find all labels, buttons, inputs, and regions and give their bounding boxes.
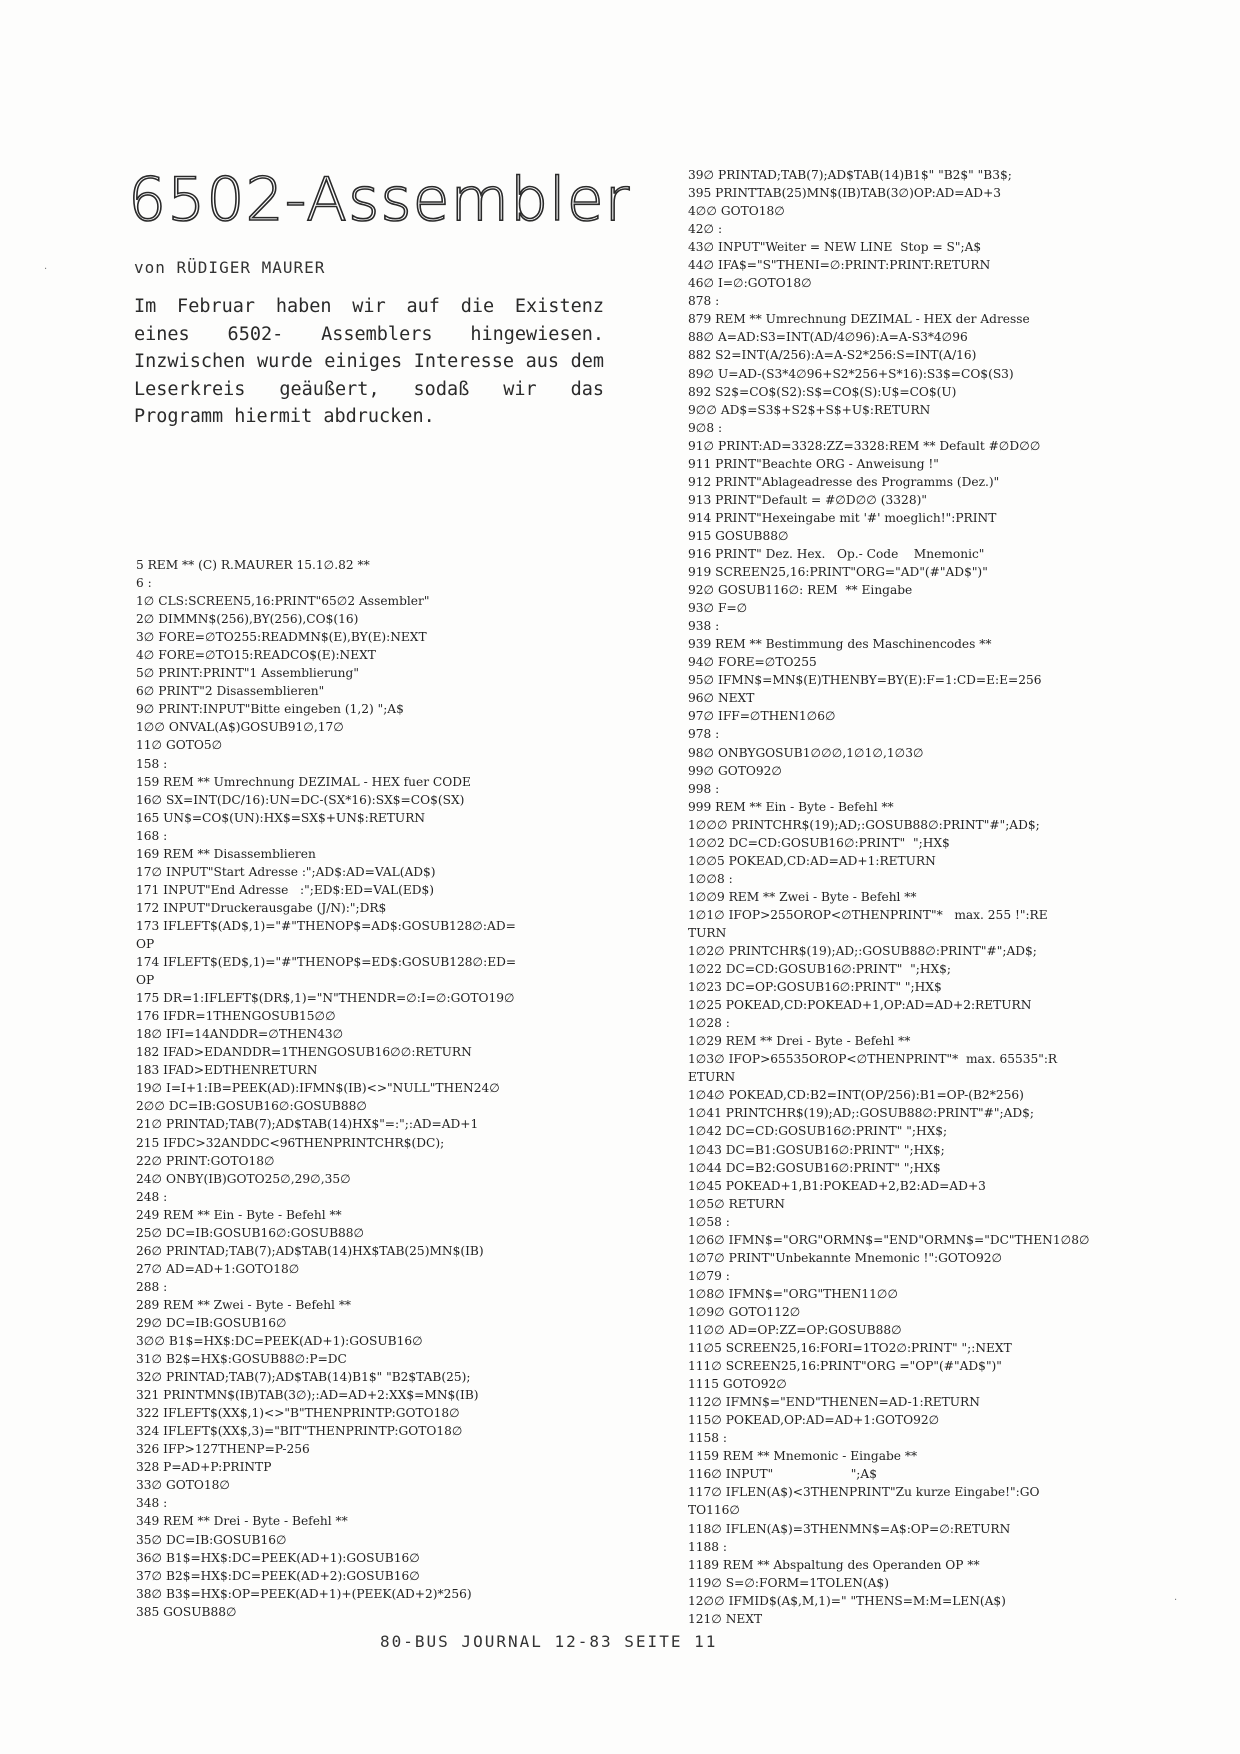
code-line: 1∅ CLS:SCREEN5,16:PRINT"65∅2 Assembler" bbox=[136, 594, 430, 609]
code-line: 99∅ GOTO92∅ bbox=[688, 763, 782, 778]
code-line: 6 : bbox=[136, 576, 152, 591]
code-line: 326 IFP>127THENP=P-256 bbox=[136, 1442, 310, 1457]
code-line: 1∅8∅ IFMN$="ORG"THEN11∅∅ bbox=[688, 1286, 899, 1301]
code-line: 9∅ PRINT:INPUT"Bitte eingeben (1,2) ";A$ bbox=[136, 702, 404, 717]
code-line: 171 INPUT"End Adresse :";ED$:ED=VAL(ED$) bbox=[136, 882, 435, 897]
code-line: 1159 REM ** Mnemonic - Eingabe ** bbox=[688, 1449, 918, 1464]
code-line: 5 REM ** (C) R.MAURER 15.1∅.82 ** bbox=[136, 558, 370, 572]
code-line: 215 IFDC>32ANDDC<96THENPRINTCHR$(DC); bbox=[136, 1135, 445, 1150]
code-line: 32∅ PRINTAD;TAB(7);AD$TAB(14)B1$" "B2$TAB(25); bbox=[136, 1370, 471, 1385]
code-line: 118∅ IFLEN(A$)=3THENMN$=A$:OP=∅:RETURN bbox=[688, 1521, 1011, 1536]
code-line: 11∅∅ AD=OP:ZZ=OP:GOSUB88∅ bbox=[688, 1323, 902, 1337]
code-line: 348 : bbox=[136, 1496, 168, 1511]
code-line: 1∅∅5 POKEAD,CD:AD=AD+1:RETURN bbox=[688, 853, 936, 868]
code-line: 36∅ B1$=HX$:DC=PEEK(AD+1):GOSUB16∅ bbox=[136, 1550, 420, 1565]
code-line: 1∅1∅ IFOP>255OROP<∅THENPRINT"* max. 255 !":RE bbox=[688, 907, 1048, 922]
code-line: 322 IFLEFT$(XX$,1)<>"B"THENPRINTP:GOTO18∅ bbox=[136, 1406, 460, 1421]
code-line: 89∅ U=AD-(S3*4∅96+S2*256+S*16):S3$=CO$(S3) bbox=[688, 366, 1014, 381]
code-line: 3∅∅ B1$=HX$:DC=PEEK(AD+1):GOSUB16∅ bbox=[136, 1334, 423, 1349]
code-line: 12∅∅ IFMID$(A$,M,1)=" "THENS=M:M=LEN(A$) bbox=[688, 1593, 1006, 1608]
code-line: 116∅ INPUT" ";A$ bbox=[688, 1467, 877, 1482]
code-line: 43∅ INPUT"Weiter = NEW LINE Stop = S";A$ bbox=[688, 240, 982, 255]
code-listing-left bbox=[136, 556, 516, 1621]
code-line: 998 : bbox=[688, 781, 720, 796]
code-line: ETURN bbox=[688, 1070, 736, 1085]
code-line: 1∅25 POKEAD,CD:POKEAD+1,OP:AD=AD+2:RETURN bbox=[688, 998, 1032, 1013]
code-line: 978 : bbox=[688, 727, 720, 742]
code-line: 1∅28 : bbox=[688, 1016, 730, 1031]
code-line: 96∅ NEXT bbox=[688, 691, 755, 706]
code-line: 27∅ AD=AD+1:GOTO18∅ bbox=[136, 1261, 300, 1276]
code-line: 9∅8 : bbox=[688, 420, 723, 435]
code-line: 1∅∅9 REM ** Zwei - Byte - Befehl ** bbox=[688, 889, 917, 904]
code-line: 1∅∅2 DC=CD:GOSUB16∅:PRINT" ";HX$ bbox=[688, 835, 950, 850]
code-line: 38∅ B3$=HX$:OP=PEEK(AD+1)+(PEEK(AD+2)*256) bbox=[136, 1586, 472, 1601]
code-line: 892 S2$=CO$(S2):S$=CO$(S):U$=CO$(U) bbox=[688, 384, 957, 399]
code-line: 4∅∅ GOTO18∅ bbox=[688, 204, 785, 219]
code-line: 395 PRINTTAB(25)MN$(IB)TAB(3∅)OP:AD=AD+3 bbox=[688, 186, 1002, 201]
code-line: 39∅ PRINTAD;TAB(7);AD$TAB(14)B1$" "B2$" "B3$; bbox=[688, 168, 1012, 182]
code-line: 1∅∅ ONVAL(A$)GOSUB91∅,17∅ bbox=[136, 720, 344, 735]
code-line: 1∅29 REM ** Drei - Byte - Befehl ** bbox=[688, 1034, 911, 1049]
code-line: 916 PRINT" Dez. Hex. Op.- Code Mnemonic" bbox=[688, 546, 985, 561]
code-line: 882 S2=INT(A/256):A=A-S2*256:S=INT(A/16) bbox=[688, 348, 977, 363]
code-line: 324 IFLEFT$(XX$,3)="BIT"THENPRINTP:GOTO18∅ bbox=[136, 1424, 463, 1439]
code-line: 168 : bbox=[136, 828, 168, 843]
code-line: 911 PRINT"Beachte ORG - Anweisung !" bbox=[688, 456, 939, 471]
code-line: 24∅ ONBY(IB)GOTO25∅,29∅,35∅ bbox=[136, 1171, 351, 1186]
code-line: 289 REM ** Zwei - Byte - Befehl ** bbox=[136, 1297, 352, 1312]
code-line: 18∅ IFI=14ANDDR=∅THEN43∅ bbox=[136, 1027, 344, 1042]
code-line: 938 : bbox=[688, 619, 720, 634]
code-line: 176 IFDR=1THENGOSUB15∅∅ bbox=[136, 1009, 336, 1024]
code-line: 1115 GOTO92∅ bbox=[688, 1377, 787, 1392]
code-line: 97∅ IFF=∅THEN1∅6∅ bbox=[688, 709, 836, 724]
code-line: 6∅ PRINT"2 Disassemblieren" bbox=[136, 684, 325, 699]
code-line: 98∅ ONBYGOSUB1∅∅∅,1∅1∅,1∅3∅ bbox=[688, 745, 924, 760]
code-line: 914 PRINT"Hexeingabe mit '#' moeglich!":PRINT bbox=[688, 510, 997, 525]
scan-speck: · bbox=[1174, 1595, 1178, 1606]
code-line: 1∅6∅ IFMN$="ORG"ORMN$="END"ORMN$="DC"THEN1∅8∅ bbox=[688, 1232, 1090, 1247]
code-line: 19∅ I=I+1:IB=PEEK(AD):IFMN$(IB)<>"NULL"THEN24∅ bbox=[136, 1081, 500, 1096]
code-line: 915 GOSUB88∅ bbox=[688, 528, 789, 543]
code-line: 121∅ NEXT bbox=[688, 1611, 763, 1626]
code-line: 1∅58 : bbox=[688, 1214, 730, 1229]
scan-speck: · bbox=[44, 264, 48, 275]
code-line: 31∅ B2$=HX$:GOSUB88∅:P=DC bbox=[136, 1352, 347, 1367]
code-line: 1∅23 DC=OP:GOSUB16∅:PRINT" ";HX$ bbox=[688, 980, 942, 995]
code-line: 4∅ FORE=∅TO15:READCO$(E):NEXT bbox=[136, 648, 376, 663]
code-line: 328 P=AD+P:PRINTP bbox=[136, 1460, 272, 1475]
code-line: 1∅7∅ PRINT"Unbekannte Mnemonic !":GOTO92∅ bbox=[688, 1250, 1003, 1265]
code-line: TO116∅ bbox=[688, 1503, 740, 1518]
code-line: 321 PRINTMN$(IB)TAB(3∅);:AD=AD+2:XX$=MN$(IB) bbox=[136, 1388, 479, 1403]
code-line: 11∅5 SCREEN25,16:FORI=1TO2∅:PRINT" ";:NEXT bbox=[688, 1341, 1012, 1356]
code-line: 1∅79 : bbox=[688, 1268, 730, 1283]
code-line: 939 REM ** Bestimmung des Maschinencodes ** bbox=[688, 637, 992, 652]
code-line: 175 DR=1:IFLEFT$(DR$,1)="N"THENDR=∅:I=∅:GOTO19∅ bbox=[136, 991, 515, 1006]
code-line: 2∅ DIMMN$(256),BY(256),CO$(16) bbox=[136, 612, 359, 627]
code-line: TURN bbox=[688, 925, 727, 940]
code-line: 3∅ FORE=∅TO255:READMN$(E),BY(E):NEXT bbox=[136, 630, 427, 645]
code-line: 1∅41 PRINTCHR$(19);AD;:GOSUB88∅:PRINT"#";AD$; bbox=[688, 1106, 1035, 1121]
code-line: 93∅ F=∅ bbox=[688, 601, 748, 616]
code-line: 158 : bbox=[136, 756, 168, 771]
code-line: 9∅∅ AD$=S3$+S2$+S$+U$:RETURN bbox=[688, 402, 931, 417]
code-line: 288 : bbox=[136, 1279, 168, 1294]
code-line: 912 PRINT"Ablageadresse des Programms (Dez.)" bbox=[688, 474, 1000, 489]
code-line: 22∅ PRINT:GOTO18∅ bbox=[136, 1153, 275, 1168]
article-byline: von RÜDIGER MAURER bbox=[134, 258, 326, 277]
code-line: 88∅ A=AD:S3=INT(AD/4∅96):A=A-S3*4∅96 bbox=[688, 330, 968, 345]
code-line: 1∅45 POKEAD+1,B1:POKEAD+2,B2:AD=AD+3 bbox=[688, 1178, 986, 1193]
code-line: 913 PRINT"Default = #∅D∅∅ (3328)" bbox=[688, 492, 927, 507]
code-line: 29∅ DC=IB:GOSUB16∅ bbox=[136, 1315, 287, 1330]
code-line: 248 : bbox=[136, 1189, 168, 1204]
code-line: 91∅ PRINT:AD=3328:ZZ=3328:REM ** Default #∅D∅∅ bbox=[688, 438, 1041, 453]
code-line: 879 REM ** Umrechnung DEZIMAL - HEX der Adresse bbox=[688, 312, 1030, 327]
code-line: 1188 : bbox=[688, 1539, 727, 1554]
code-line: 92∅ GOSUB116∅: REM ** Eingabe bbox=[688, 583, 913, 598]
code-line: 385 GOSUB88∅ bbox=[136, 1604, 237, 1619]
code-line: 44∅ IFA$="S"THENI=∅:PRINT:PRINT:RETURN bbox=[688, 258, 991, 273]
code-line: 95∅ IFMN$=MN$(E)THENBY=BY(E):F=1:CD=E:E=256 bbox=[688, 673, 1042, 688]
code-line: 25∅ DC=IB:GOSUB16∅:GOSUB88∅ bbox=[136, 1225, 365, 1240]
code-line: 94∅ FORE=∅TO255 bbox=[688, 655, 817, 670]
code-line: 37∅ B2$=HX$:DC=PEEK(AD+2):GOSUB16∅ bbox=[136, 1568, 420, 1583]
code-line: 878 : bbox=[688, 294, 720, 309]
code-line: 112∅ IFMN$="END"THENEN=AD-1:RETURN bbox=[688, 1395, 980, 1410]
article-intro: Im Februar haben wir auf die Existenz eines 6502- Assemblers hingewiesen. Inzwischen wurde einiges Interesse aus dem Leserkreis geäußert, sodaß wir das Programm hiermit abdrucken. bbox=[134, 296, 604, 427]
code-line: 1∅4∅ POKEAD,CD:B2=INT(OP/256):B1=OP-(B2*256) bbox=[688, 1088, 1024, 1103]
code-line: 5∅ PRINT:PRINT"1 Assemblierung" bbox=[136, 666, 359, 681]
code-line: 11∅ GOTO5∅ bbox=[136, 738, 223, 753]
code-line: 111∅ SCREEN25,16:PRINT"ORG ="OP"(#"AD$")" bbox=[688, 1359, 1002, 1374]
code-line: 1∅42 DC=CD:GOSUB16∅:PRINT" ";HX$; bbox=[688, 1124, 948, 1139]
code-line: 919 SCREEN25,16:PRINT"ORG="AD"(#"AD$")" bbox=[688, 565, 988, 580]
code-line: 1∅5∅ RETURN bbox=[688, 1196, 785, 1211]
code-line: 1∅22 DC=CD:GOSUB16∅:PRINT" ";HX$; bbox=[688, 962, 952, 977]
code-line: 21∅ PRINTAD;TAB(7);AD$TAB(14)HX$"=:";:AD=AD+1 bbox=[136, 1117, 479, 1132]
code-line: 35∅ DC=IB:GOSUB16∅ bbox=[136, 1532, 287, 1547]
code-line: 174 IFLEFT$(ED$,1)="#"THENOP$=ED$:GOSUB128∅:ED= bbox=[136, 955, 517, 970]
code-line: 16∅ SX=INT(DC/16):UN=DC-(SX*16):SX$=CO$(SX) bbox=[136, 792, 465, 807]
page-footer: 80-BUS JOURNAL 12-83 SEITE 11 bbox=[380, 1632, 718, 1651]
code-line: 165 UN$=CO$(UN):HX$=SX$+UN$:RETURN bbox=[136, 810, 426, 825]
code-line: 1∅9∅ GOTO112∅ bbox=[688, 1304, 801, 1319]
code-line: 1∅44 DC=B2:GOSUB16∅:PRINT" ";HX$ bbox=[688, 1160, 941, 1175]
code-line: 1∅3∅ IFOP>65535OROP<∅THENPRINT"* max. 65535":R bbox=[688, 1052, 1058, 1067]
code-line: 2∅∅ DC=IB:GOSUB16∅:GOSUB88∅ bbox=[136, 1099, 368, 1114]
code-line: 182 IFAD>EDANDDR=1THENGOSUB16∅∅:RETURN bbox=[136, 1045, 472, 1060]
code-line: 42∅ : bbox=[688, 222, 723, 237]
code-line: 1∅∅8 : bbox=[688, 871, 733, 886]
code-line: 1∅2∅ PRINTCHR$(19);AD;:GOSUB88∅:PRINT"#";AD$; bbox=[688, 944, 1037, 959]
code-line: OP bbox=[136, 973, 155, 988]
code-line: 183 IFAD>EDTHENRETURN bbox=[136, 1063, 318, 1078]
code-line: 115∅ POKEAD,OP:AD=AD+1:GOTO92∅ bbox=[688, 1413, 940, 1428]
code-line: 26∅ PRINTAD;TAB(7);AD$TAB(14)HX$TAB(25)MN$(IB) bbox=[136, 1243, 484, 1258]
code-line: 119∅ S=∅:FORM=1TOLEN(A$) bbox=[688, 1575, 889, 1590]
code-line: 349 REM ** Drei - Byte - Befehl ** bbox=[136, 1514, 348, 1529]
code-listing-right bbox=[688, 166, 1090, 1628]
code-line: 1∅∅∅ PRINTCHR$(19);AD;:GOSUB88∅:PRINT"#";AD$; bbox=[688, 817, 1040, 832]
code-line: 1189 REM ** Abspaltung des Operanden OP ** bbox=[688, 1557, 980, 1572]
code-line: 249 REM ** Ein - Byte - Befehl ** bbox=[136, 1207, 342, 1222]
code-line: 169 REM ** Disassemblieren bbox=[136, 846, 316, 861]
code-line: 159 REM ** Umrechnung DEZIMAL - HEX fuer CODE bbox=[136, 774, 471, 789]
code-line: OP bbox=[136, 936, 155, 951]
code-line: 172 INPUT"Druckerausgabe (J/N):";DR$ bbox=[136, 900, 387, 915]
code-line: 1∅43 DC=B1:GOSUB16∅:PRINT" ";HX$; bbox=[688, 1142, 945, 1157]
code-line: 17∅ INPUT"Start Adresse :";AD$:AD=VAL(AD$) bbox=[136, 864, 436, 879]
code-line: 1158 : bbox=[688, 1431, 727, 1446]
code-line: 117∅ IFLEN(A$)<3THENPRINT"Zu kurze Eingabe!":GO bbox=[688, 1485, 1040, 1500]
code-line: 173 IFLEFT$(AD$,1)="#"THENOP$=AD$:GOSUB128∅:AD= bbox=[136, 918, 516, 933]
code-line: 999 REM ** Ein - Byte - Befehl ** bbox=[688, 799, 894, 814]
code-line: 46∅ I=∅:GOTO18∅ bbox=[688, 276, 812, 291]
code-line: 33∅ GOTO18∅ bbox=[136, 1478, 230, 1493]
article-title: 6502-Assembler bbox=[128, 165, 631, 235]
